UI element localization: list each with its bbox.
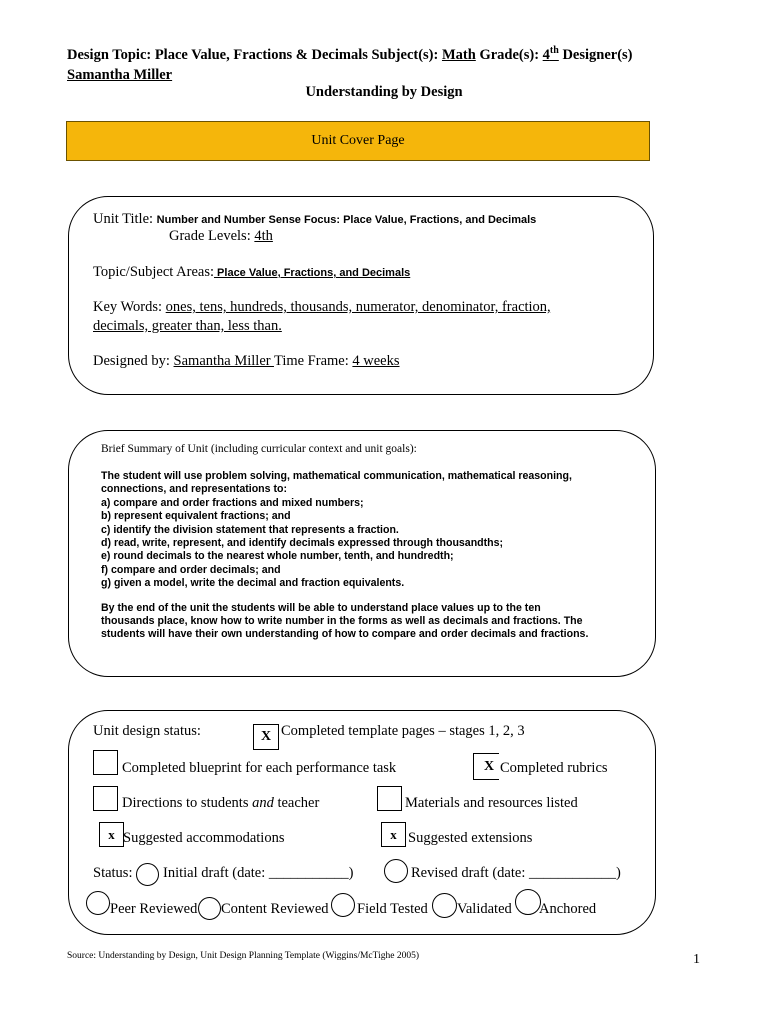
revised-draft-label: Revised draft (date: ____________) (411, 865, 621, 881)
summary-line: b) represent equivalent fractions; and (101, 510, 291, 523)
blueprint-label: Completed blueprint for each performance task (122, 760, 397, 776)
designer-name: Samantha Miller (67, 67, 173, 83)
peer-reviewed-radio[interactable] (86, 891, 110, 915)
directions-emphasis: and (252, 795, 274, 811)
subject-value: Math (441, 47, 476, 63)
anchored-radio[interactable] (515, 889, 541, 915)
page-number: 1 (693, 952, 700, 967)
grade-levels-line (169, 228, 273, 245)
unit-title-line (93, 211, 536, 228)
keywords-line-1 (93, 299, 551, 316)
designed-by-line (93, 353, 400, 370)
summary-line: d) read, write, represent, and identify decimals expressed through thousandths; (101, 537, 504, 550)
topic-value: Place Value, Fractions, and Decimals (214, 267, 411, 279)
summary-line: By the end of the unit the students will be able to understand place values up to the ten (101, 601, 541, 614)
summary-goals (101, 470, 631, 591)
materials-checkbox[interactable] (377, 786, 402, 811)
field-tested-radio[interactable] (331, 893, 355, 917)
summary-body (101, 470, 631, 653)
design-topic-line (67, 47, 633, 64)
design-topic-label: Design Topic: Place Value, Fractions & Decimals Subject(s): (67, 47, 442, 63)
grade-value: 4th (542, 45, 559, 63)
template-pages-checkbox[interactable]: X (253, 724, 279, 750)
revised-draft-radio[interactable] (384, 859, 408, 883)
summary-line: f) compare and order decimals; and (101, 563, 281, 576)
summary-line: c) identify the division statement that represents a fraction. (101, 523, 399, 536)
topic-line (93, 264, 410, 281)
materials-label: Materials and resources listed (405, 795, 578, 811)
directions-text: Directions to students (122, 795, 253, 811)
summary-closing (101, 602, 631, 642)
keywords-label: Key Words: (93, 299, 166, 315)
grade-levels-value: 4th (254, 228, 273, 244)
summary-line: connections, and representations to: (101, 483, 288, 496)
content-reviewed-radio[interactable] (198, 897, 221, 920)
time-frame-value: 4 weeks (352, 353, 400, 369)
keywords-value-2: decimals, greater than, less than. (93, 318, 282, 334)
unit-title-value: Number and Number Sense Focus: Place Value, Fractions, and Decimals (156, 214, 537, 226)
source-footnote: Source: Understanding by Design, Unit Design Planning Template (Wiggins/McTighe 2005) (67, 951, 420, 961)
time-frame-label: Time Frame: (273, 353, 353, 369)
blueprint-checkbox[interactable] (93, 750, 118, 775)
directions-checkbox[interactable] (93, 786, 118, 811)
extensions-checkbox[interactable]: x (381, 822, 406, 847)
anchored-label: Anchored (539, 901, 597, 917)
field-tested-label: Field Tested (357, 901, 428, 917)
directions-text-end: teacher (273, 795, 320, 811)
initial-draft-label: Initial draft (date: ___________) (163, 865, 354, 881)
accommodations-checkbox[interactable]: x (99, 822, 124, 847)
summary-line: a) compare and order fractions and mixed numbers; (101, 496, 364, 509)
extensions-label: Suggested extensions (408, 830, 533, 846)
page-title: Understanding by Design (305, 84, 463, 100)
grade-label: Grade(s): (475, 47, 543, 63)
unit-title-label: Unit Title: (93, 211, 157, 227)
designed-by-value: Samantha Miller (173, 353, 274, 369)
accommodations-label: Suggested accommodations (123, 830, 285, 846)
design-status-label: Unit design status: (93, 723, 201, 739)
topic-label: Topic/Subject Areas: (93, 264, 214, 280)
grade-levels-label: Grade Levels: (169, 228, 255, 244)
status-label: Status: (93, 865, 133, 881)
initial-draft-radio[interactable] (136, 863, 159, 886)
peer-reviewed-label: Peer Reviewed (110, 901, 198, 917)
unit-cover-title: Unit Cover Page (311, 133, 405, 148)
rubrics-checkbox[interactable]: X (473, 753, 499, 780)
summary-line: e) round decimals to the nearest whole number, tenth, and hundredth; (101, 550, 454, 563)
summary-line: thousands place, know how to write number in the forms as well as decimals and fractions. The (101, 615, 583, 628)
designer-label: Designer(s) (558, 47, 633, 63)
validated-label: Validated (457, 901, 512, 917)
designed-by-label: Designed by: (93, 353, 174, 369)
directions-label (122, 795, 319, 812)
validated-radio[interactable] (432, 893, 457, 918)
content-reviewed-label: Content Reviewed (221, 901, 329, 917)
template-pages-label: Completed template pages – stages 1, 2, 3 (281, 723, 525, 739)
keywords-value-1: ones, tens, hundreds, thousands, numerator, denominator, fraction, (165, 299, 551, 315)
summary-heading: Brief Summary of Unit (including curricular context and unit goals): (101, 443, 417, 455)
summary-line: The student will use problem solving, mathematical communication, mathematical reasoning, (101, 470, 572, 482)
summary-line: g) given a model, write the decimal and fraction equivalents. (101, 577, 405, 590)
rubrics-label: Completed rubrics (500, 760, 608, 776)
unit-cover-banner (66, 121, 650, 161)
summary-line: students will have their own understanding of how to compare and order decimals and fractions. (101, 628, 589, 641)
